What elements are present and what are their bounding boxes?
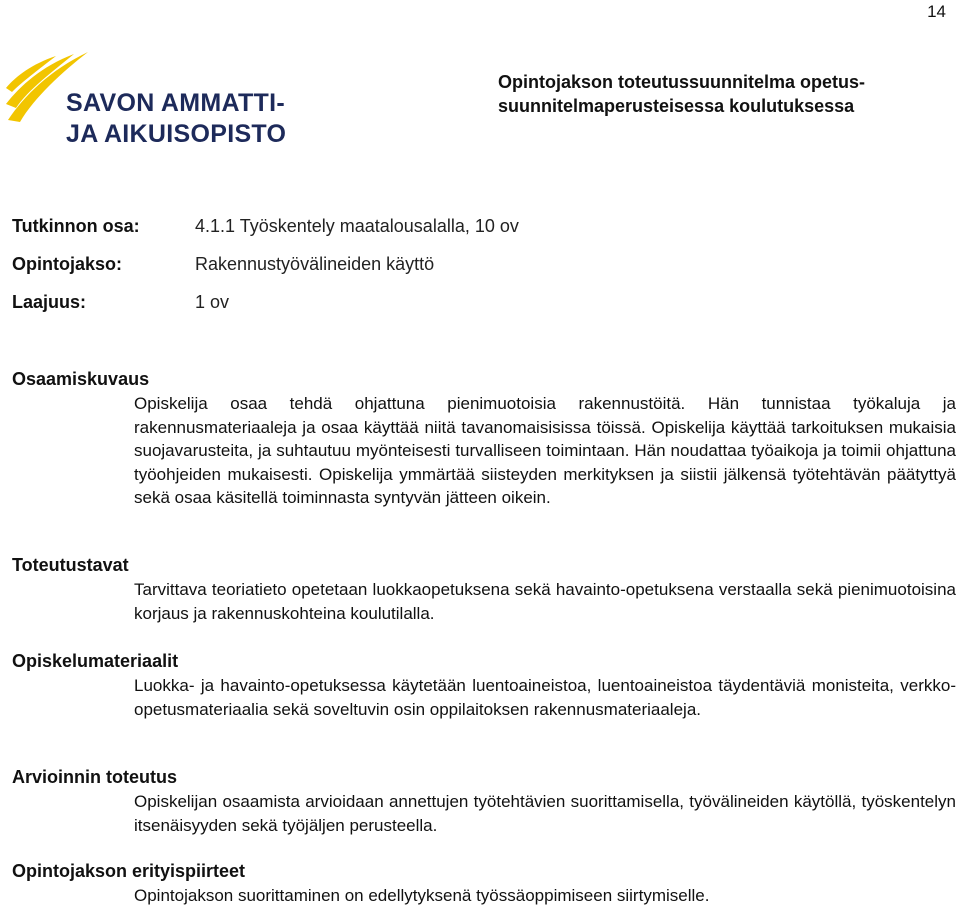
section-heading: Osaamiskuvaus	[12, 369, 150, 389]
meta-row-tutkinnon-osa	[12, 216, 519, 254]
section-body: Luokka- ja havainto-opetuksessa käytetään luentoaineistoa, luentoaineistoa täydentäviä monisteita, verkko-opetusmateriaalia sekä soveltuvin osin oppilaitoksen rakennusmateriaaleja.	[134, 676, 956, 719]
section-osaamiskuvaus	[12, 369, 956, 510]
document-title	[498, 70, 865, 118]
section-arvioinnin-toteutus	[12, 767, 956, 837]
meta-row-opintojakso	[12, 254, 519, 292]
meta-value: 1 ov	[195, 292, 230, 312]
section-body: Opiskelijan osaamista arvioidaan annettujen työtehtävien suorittamisella, työvälineiden käytöllä, työskentelyn itsenäisyyden sekä työjäljen perusteella.	[134, 792, 956, 835]
meta-label: Laajuus:	[12, 292, 87, 312]
section-body: Opiskelija osaa tehdä ohjattuna pienimuotoisia rakennustöitä. Hän tunnistaa työkaluja ja rakennusmateriaaleja ja osaa käyttää niitä tavanomaisisissa töissä. Opiskelija käyttää tarkoituksen mukaisia suojavarusteita, ja suhtautuu myönteisesti turvalliseen toimintaan. Hän noudattaa työaikoja ja toimii ohjattuna työohjeiden mukaisesti. Opiskelija ymmärtää siisteyden merkityksen ja siistii jälkensä työtehtävän päätyttyä sekä osaa käsitellä toiminnasta syntyvän jätteen oikein.	[134, 394, 956, 507]
logo-text-line-1: SAVON AMMATTI-	[66, 89, 285, 117]
section-toteutustavat	[12, 555, 956, 625]
meta-label: Tutkinnon osa:	[12, 216, 140, 236]
document-title-line-1: Opintojakson toteutussuunnitelma opetus-	[498, 72, 866, 92]
meta-row-laajuus	[12, 292, 519, 330]
document-title-line-2: suunnitelmaperusteisessa koulutuksessa	[498, 96, 855, 116]
section-heading: Toteutustavat	[12, 555, 129, 575]
section-erityispiirteet	[12, 861, 956, 908]
meta-label: Opintojakso:	[12, 254, 123, 274]
section-heading: Opiskelumateriaalit	[12, 651, 179, 671]
section-heading: Arvioinnin toteutus	[12, 767, 177, 787]
savon-ammatti-logo	[4, 48, 334, 153]
meta-value: Rakennustyövälineiden käyttö	[195, 254, 435, 274]
section-opiskelumateriaalit	[12, 651, 956, 721]
section-body: Opintojakson suorittaminen on edellytyksenä työssäoppimiseen siirtymiselle.	[134, 886, 710, 905]
section-heading: Opintojakson erityispiirteet	[12, 861, 246, 881]
page-number: 14	[927, 2, 946, 21]
section-body: Tarvittava teoriatieto opetetaan luokkaopetuksena sekä havainto-opetuksena verstaalla sekä pienimuotoisina korjaus ja rakennuskohteina koulutilalla.	[134, 580, 956, 623]
course-meta	[12, 216, 519, 330]
meta-value: 4.1.1 Työskentely maatalousalalla, 10 ov	[195, 216, 519, 236]
logo-text-line-2: JA AIKUISOPISTO	[66, 120, 287, 148]
